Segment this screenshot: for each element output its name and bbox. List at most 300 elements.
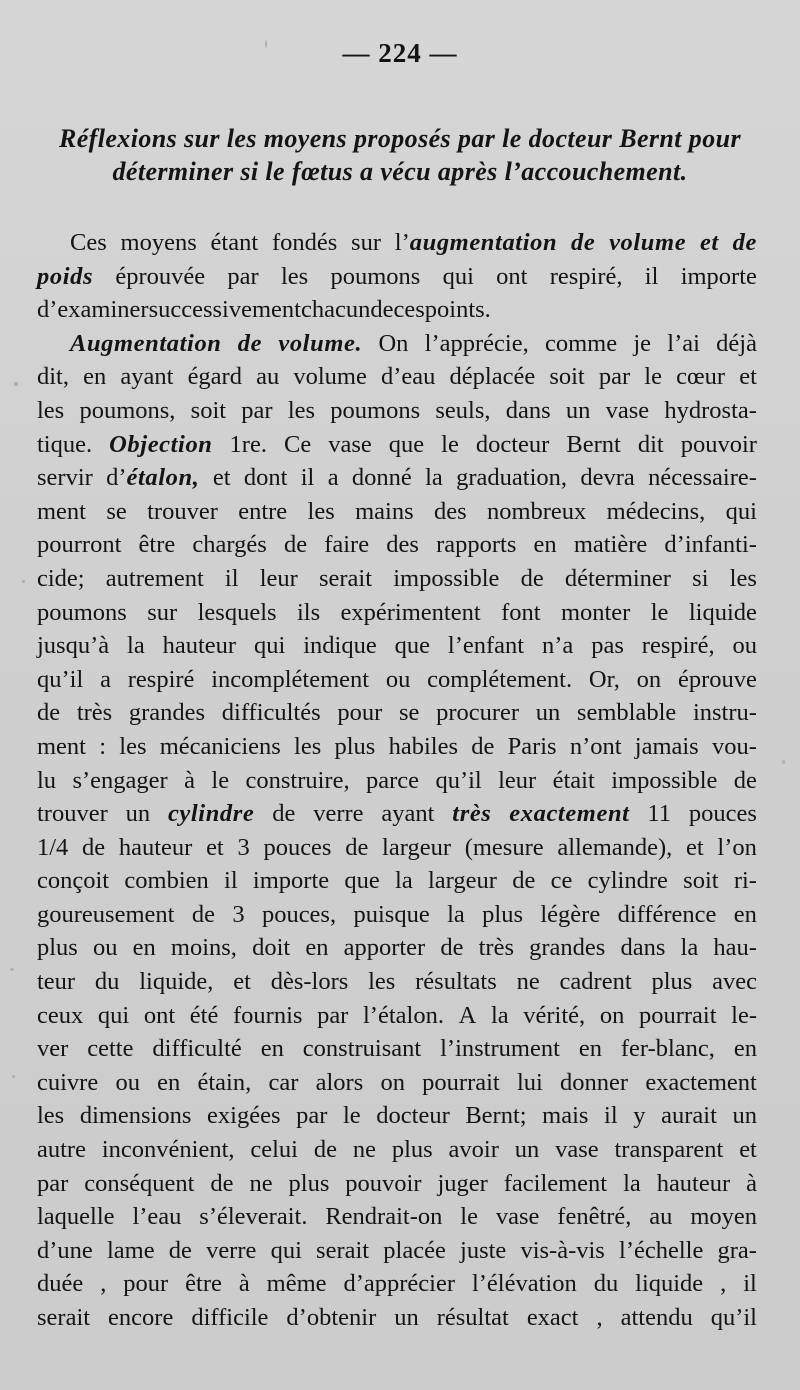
word: dès-lors: [270, 968, 349, 996]
text-line: [37, 596, 757, 630]
word: pouvoir: [345, 1169, 422, 1197]
word: la: [623, 1169, 641, 1197]
word: pourront: [37, 531, 122, 559]
word: [70, 327, 222, 361]
word: complétement.: [427, 665, 573, 693]
paper-speck: [265, 40, 267, 48]
word: [609, 226, 686, 260]
word: l’augmentation: [394, 229, 558, 256]
word: qu’il: [710, 1304, 757, 1331]
word: et: [739, 1136, 757, 1164]
word: hau-: [713, 934, 757, 962]
word: ou: [385, 665, 411, 693]
word: ils: [296, 598, 321, 626]
word: moins,: [170, 934, 237, 962]
word: indique: [303, 632, 377, 660]
word: seuls,: [435, 396, 491, 424]
word: d’examiner: [37, 296, 149, 324]
word: les: [729, 564, 757, 592]
text-line: [37, 226, 757, 260]
word: allemande),: [557, 833, 673, 861]
word: cide;: [37, 564, 85, 592]
word: apporter: [343, 934, 426, 962]
word: ,: [596, 1304, 603, 1331]
word: jusqu’à: [37, 632, 110, 660]
word: ayant: [381, 800, 435, 828]
word: qui: [725, 497, 757, 525]
word: lu: [37, 766, 57, 794]
word: d’infanti-: [664, 531, 757, 559]
text-line: [37, 797, 757, 831]
word: a: [100, 665, 111, 693]
word: un: [514, 1136, 540, 1164]
text-line: [37, 1200, 757, 1234]
word: car: [268, 1068, 299, 1096]
word: celui: [250, 1136, 298, 1164]
word: goureusement: [37, 900, 175, 928]
word: éprouve: [677, 665, 757, 693]
word: la: [127, 632, 145, 660]
word: expérimentent: [340, 598, 481, 626]
word: un: [565, 396, 591, 424]
text-line: [37, 1301, 757, 1335]
word: Bernt;: [465, 1102, 527, 1130]
word: :: [99, 732, 107, 760]
word: [278, 327, 362, 361]
word: que: [394, 632, 430, 660]
word: liquide: [688, 598, 757, 626]
word: et: [686, 833, 704, 861]
word: sur: [147, 598, 178, 626]
word: parce: [365, 766, 420, 794]
text-line: [37, 562, 757, 596]
word: mains: [355, 497, 414, 525]
word: en: [733, 1035, 757, 1063]
word: comme: [544, 329, 618, 357]
word: ne: [249, 1169, 273, 1197]
word: docteur: [475, 430, 550, 458]
word: construisant: [302, 1035, 422, 1063]
word: trouver: [37, 800, 108, 828]
word: hydrosta-: [664, 396, 757, 424]
word: pouvoir: [680, 430, 757, 458]
word: a: [327, 464, 339, 492]
word: juste: [460, 1236, 507, 1264]
word: Paris: [507, 732, 557, 760]
word: [37, 260, 93, 294]
word: puisque: [353, 900, 430, 928]
word: verre: [206, 1236, 257, 1264]
word: autre: [37, 1136, 86, 1164]
word: chacun: [300, 296, 371, 324]
word: n’ont: [569, 732, 622, 760]
word: il: [224, 867, 238, 895]
word: de: [520, 564, 544, 592]
word: cylindre: [587, 867, 668, 895]
word: un: [535, 699, 561, 727]
word: donner: [560, 1068, 629, 1096]
word: liquide: [635, 1270, 704, 1298]
word: de: [272, 800, 296, 828]
word: largeur: [428, 867, 497, 895]
word: le-: [731, 1001, 757, 1029]
italic-emphasis: volume.: [278, 329, 363, 357]
word: 3: [237, 833, 250, 861]
word: gra-: [717, 1236, 757, 1264]
word: les: [294, 732, 322, 760]
word: respiré,: [641, 632, 715, 660]
word: tique.: [37, 430, 93, 458]
word: dans: [620, 934, 666, 962]
text-line: [37, 965, 757, 999]
word: ment: [37, 732, 86, 760]
word: fenêtré,: [557, 1203, 632, 1231]
word: procurer: [436, 699, 520, 727]
section-title-line-1: Réflexions sur les moyens proposés par le docteur Bernt pour: [59, 124, 741, 153]
word: poumons: [330, 262, 421, 290]
word: en: [305, 934, 329, 962]
word: plus: [334, 732, 376, 760]
word: exactement: [645, 1068, 757, 1096]
word: et: [233, 968, 251, 996]
word: vis-à-vis: [520, 1236, 605, 1264]
word: successivement: [148, 296, 301, 324]
word: conçoit: [37, 867, 110, 895]
word: construire,: [245, 766, 350, 794]
section-title-line-2: déterminer si le fœtus a vécu après l’accouchement.: [112, 157, 688, 186]
italic-emphasis: Augmentation: [70, 329, 222, 357]
italic-emphasis: de: [237, 329, 263, 357]
word: 1re.: [229, 430, 267, 458]
word: matière: [573, 531, 648, 559]
word: même: [266, 1270, 327, 1298]
word: s’engager: [72, 766, 168, 794]
word: à: [746, 1169, 757, 1197]
word: [168, 797, 254, 831]
word: vase: [555, 1136, 599, 1164]
word: hauteur: [162, 632, 237, 660]
word: faire: [324, 531, 370, 559]
word: de: [440, 934, 464, 962]
word: par: [241, 396, 273, 424]
word: médecins,: [606, 497, 706, 525]
word: hauteur: [118, 833, 193, 861]
word: facilement: [503, 1169, 608, 1197]
word: le: [211, 766, 230, 794]
word: moyens: [120, 229, 197, 256]
word: les: [119, 732, 147, 760]
word: ayant: [120, 363, 174, 391]
word: il: [743, 1270, 757, 1298]
word: le: [441, 430, 459, 458]
italic-emphasis: poids: [37, 262, 94, 290]
text-line: [37, 293, 757, 327]
word: en: [132, 934, 156, 962]
word: avoir: [448, 1136, 499, 1164]
word: fournis: [233, 1001, 303, 1029]
word: servir: [37, 464, 93, 492]
word: de: [37, 699, 61, 727]
word: ,: [720, 1270, 727, 1298]
word: et: [206, 833, 224, 861]
word: font: [501, 598, 541, 626]
word: instru-: [692, 699, 757, 727]
word: un: [125, 800, 151, 828]
word: l’étalon.: [363, 1001, 444, 1029]
word: nécessaire-: [648, 464, 757, 492]
word: ont: [496, 262, 528, 290]
word: qui: [97, 1001, 130, 1029]
word: lui: [516, 1068, 543, 1096]
word: serait: [37, 1304, 91, 1331]
word: en: [83, 363, 107, 391]
word: le: [644, 363, 662, 391]
word: volume: [293, 363, 367, 391]
word: dans: [505, 396, 551, 424]
word: respiré,: [549, 262, 623, 290]
word: points.: [424, 296, 491, 324]
word: placée: [383, 1236, 446, 1264]
italic-emphasis: de: [732, 229, 757, 256]
word: pourrait: [638, 1001, 717, 1029]
word: vase: [495, 1203, 540, 1231]
word: difficile: [191, 1304, 269, 1331]
text-line: [37, 1267, 757, 1301]
italic-emphasis: exactement: [509, 800, 630, 828]
paper-speck: [12, 1075, 15, 1078]
word: il: [604, 1102, 618, 1130]
text-line: [37, 696, 757, 730]
word: par: [227, 262, 259, 290]
word: pouces,: [261, 900, 337, 928]
word: poumons: [37, 598, 127, 626]
word: je: [633, 329, 652, 357]
word: difficulté: [152, 1035, 242, 1063]
word: l’élévation: [471, 1270, 577, 1298]
word: être: [138, 531, 176, 559]
word: nombreux: [486, 497, 587, 525]
word: qui: [270, 1236, 302, 1264]
word: pas: [591, 632, 624, 660]
word: ne: [516, 968, 540, 996]
word: monter: [560, 598, 631, 626]
word: combien: [124, 867, 209, 895]
word: [733, 226, 757, 260]
paper-speck: [22, 580, 25, 583]
text-line: [37, 327, 757, 361]
word: la: [425, 464, 443, 492]
word: l’ai: [667, 329, 700, 357]
italic-emphasis: Objection: [109, 430, 213, 458]
word: de: [370, 296, 394, 324]
word: qui: [442, 262, 474, 290]
text-line: [37, 931, 757, 965]
word: difficultés: [221, 699, 321, 727]
word: ne: [352, 1136, 376, 1164]
word: par: [598, 363, 631, 391]
word: la: [447, 900, 465, 928]
word: les: [307, 497, 335, 525]
word: ces: [393, 296, 425, 324]
text-line: [37, 831, 757, 865]
word: le: [342, 1102, 361, 1130]
word: le: [460, 1203, 478, 1231]
word: se: [106, 497, 127, 525]
word: encore: [108, 1304, 174, 1331]
word: [109, 428, 212, 462]
text-line: [37, 1167, 757, 1201]
word: en: [533, 531, 557, 559]
word: conséquent: [84, 1169, 195, 1197]
word: largeur: [382, 833, 451, 861]
italic-emphasis: volume: [609, 229, 687, 256]
word: en: [578, 1035, 602, 1063]
word: l’eau: [132, 1203, 182, 1231]
word: fondés: [271, 229, 338, 256]
word: si: [692, 564, 709, 592]
word: s’éleverait.: [199, 1203, 308, 1231]
word: différence: [617, 900, 717, 928]
word: par: [37, 1169, 69, 1197]
word: être: [185, 1270, 222, 1298]
word: ,: [100, 1270, 107, 1298]
word: pour: [123, 1270, 169, 1298]
word: de: [345, 833, 369, 861]
word: on: [636, 665, 662, 693]
word: l’instrument: [440, 1035, 560, 1063]
word: transparent: [614, 1136, 724, 1164]
word: [238, 327, 262, 361]
word: plus: [37, 934, 78, 962]
word: des: [386, 531, 419, 559]
word: plus: [288, 1169, 330, 1197]
word: soit: [549, 363, 585, 391]
word: (mesure: [464, 833, 544, 861]
word: A: [458, 1001, 477, 1029]
word: les: [280, 262, 309, 290]
word: de: [283, 531, 308, 559]
word: d’étalon,: [106, 464, 200, 492]
text-line: [37, 260, 757, 294]
word: un: [732, 1102, 757, 1130]
word: graduation,: [456, 464, 568, 492]
word: dimensions: [79, 1102, 192, 1130]
italic-emphasis: cylindre: [167, 800, 255, 828]
word: la: [490, 1001, 509, 1029]
word: du: [593, 1270, 619, 1298]
text-line: [37, 495, 757, 529]
word: de: [191, 900, 215, 928]
word: avec: [712, 968, 757, 996]
text-line: [37, 1133, 757, 1167]
word: ont: [143, 1001, 176, 1029]
section-title: [40, 122, 760, 188]
word: teur: [37, 968, 76, 996]
word: ceux: [37, 1001, 84, 1029]
paper-speck: [782, 760, 785, 764]
word: vérité,: [523, 1001, 586, 1029]
word: leur: [259, 564, 298, 592]
word: vou-: [711, 732, 757, 760]
word: dit,: [37, 363, 69, 391]
italic-emphasis: étalon,: [126, 464, 200, 492]
word: Bernt: [566, 430, 621, 458]
word: lesquels: [197, 598, 277, 626]
word: n’a: [542, 632, 574, 660]
text-line: [37, 999, 757, 1033]
word: au: [649, 1203, 673, 1231]
word: laquelle: [37, 1203, 115, 1231]
word: grandes: [529, 934, 606, 962]
word: juger: [437, 1169, 488, 1197]
word: l’on: [717, 833, 757, 861]
word: les: [37, 396, 65, 424]
word: ou: [92, 934, 118, 962]
word: légère: [540, 900, 601, 928]
word: 1/4: [37, 833, 69, 861]
word: déplacée: [449, 363, 536, 391]
word: [571, 226, 595, 260]
word: liquide,: [139, 968, 214, 996]
word: alors: [315, 1068, 364, 1096]
text-line: [37, 394, 757, 428]
word: égard: [187, 363, 242, 391]
word: à: [238, 1270, 250, 1298]
text-line: [37, 461, 757, 495]
word: vase: [605, 396, 650, 424]
word: plus: [391, 1136, 433, 1164]
word: trouver: [147, 497, 218, 525]
word: jamais: [634, 732, 699, 760]
word: vase: [328, 430, 372, 458]
word: cœur: [676, 363, 726, 391]
word: l’apprécie,: [424, 329, 529, 357]
italic-emphasis: et: [699, 229, 719, 256]
word: été: [189, 1001, 219, 1029]
word: à: [184, 766, 195, 794]
word: entre: [238, 497, 288, 525]
word: très: [478, 934, 514, 962]
word: par: [317, 1001, 349, 1029]
word: semblable: [576, 699, 677, 727]
word: autrement: [105, 564, 204, 592]
word: poumons,: [79, 396, 176, 424]
word: docteur: [376, 1102, 450, 1130]
word: de: [168, 1236, 192, 1264]
word: éprouvée: [115, 262, 206, 290]
word: 3: [232, 900, 245, 928]
italic-emphasis: très: [452, 800, 492, 828]
word: d’une: [37, 1236, 93, 1264]
word: en: [157, 1068, 181, 1096]
word: qu’il: [435, 766, 482, 794]
word: serait: [318, 564, 373, 592]
word: habiles: [388, 732, 458, 760]
word: ou: [732, 632, 757, 660]
word: [700, 226, 719, 260]
word: Or,: [588, 665, 620, 693]
word: de: [733, 766, 757, 794]
word: attendu: [620, 1304, 693, 1331]
word: devra: [580, 464, 635, 492]
word: importe: [252, 867, 330, 895]
word: la: [680, 934, 699, 962]
word: était: [552, 766, 595, 794]
word: grandes: [128, 699, 206, 727]
word: doit: [252, 934, 291, 962]
word: l’enfant: [447, 632, 525, 660]
text-line: [37, 1066, 757, 1100]
